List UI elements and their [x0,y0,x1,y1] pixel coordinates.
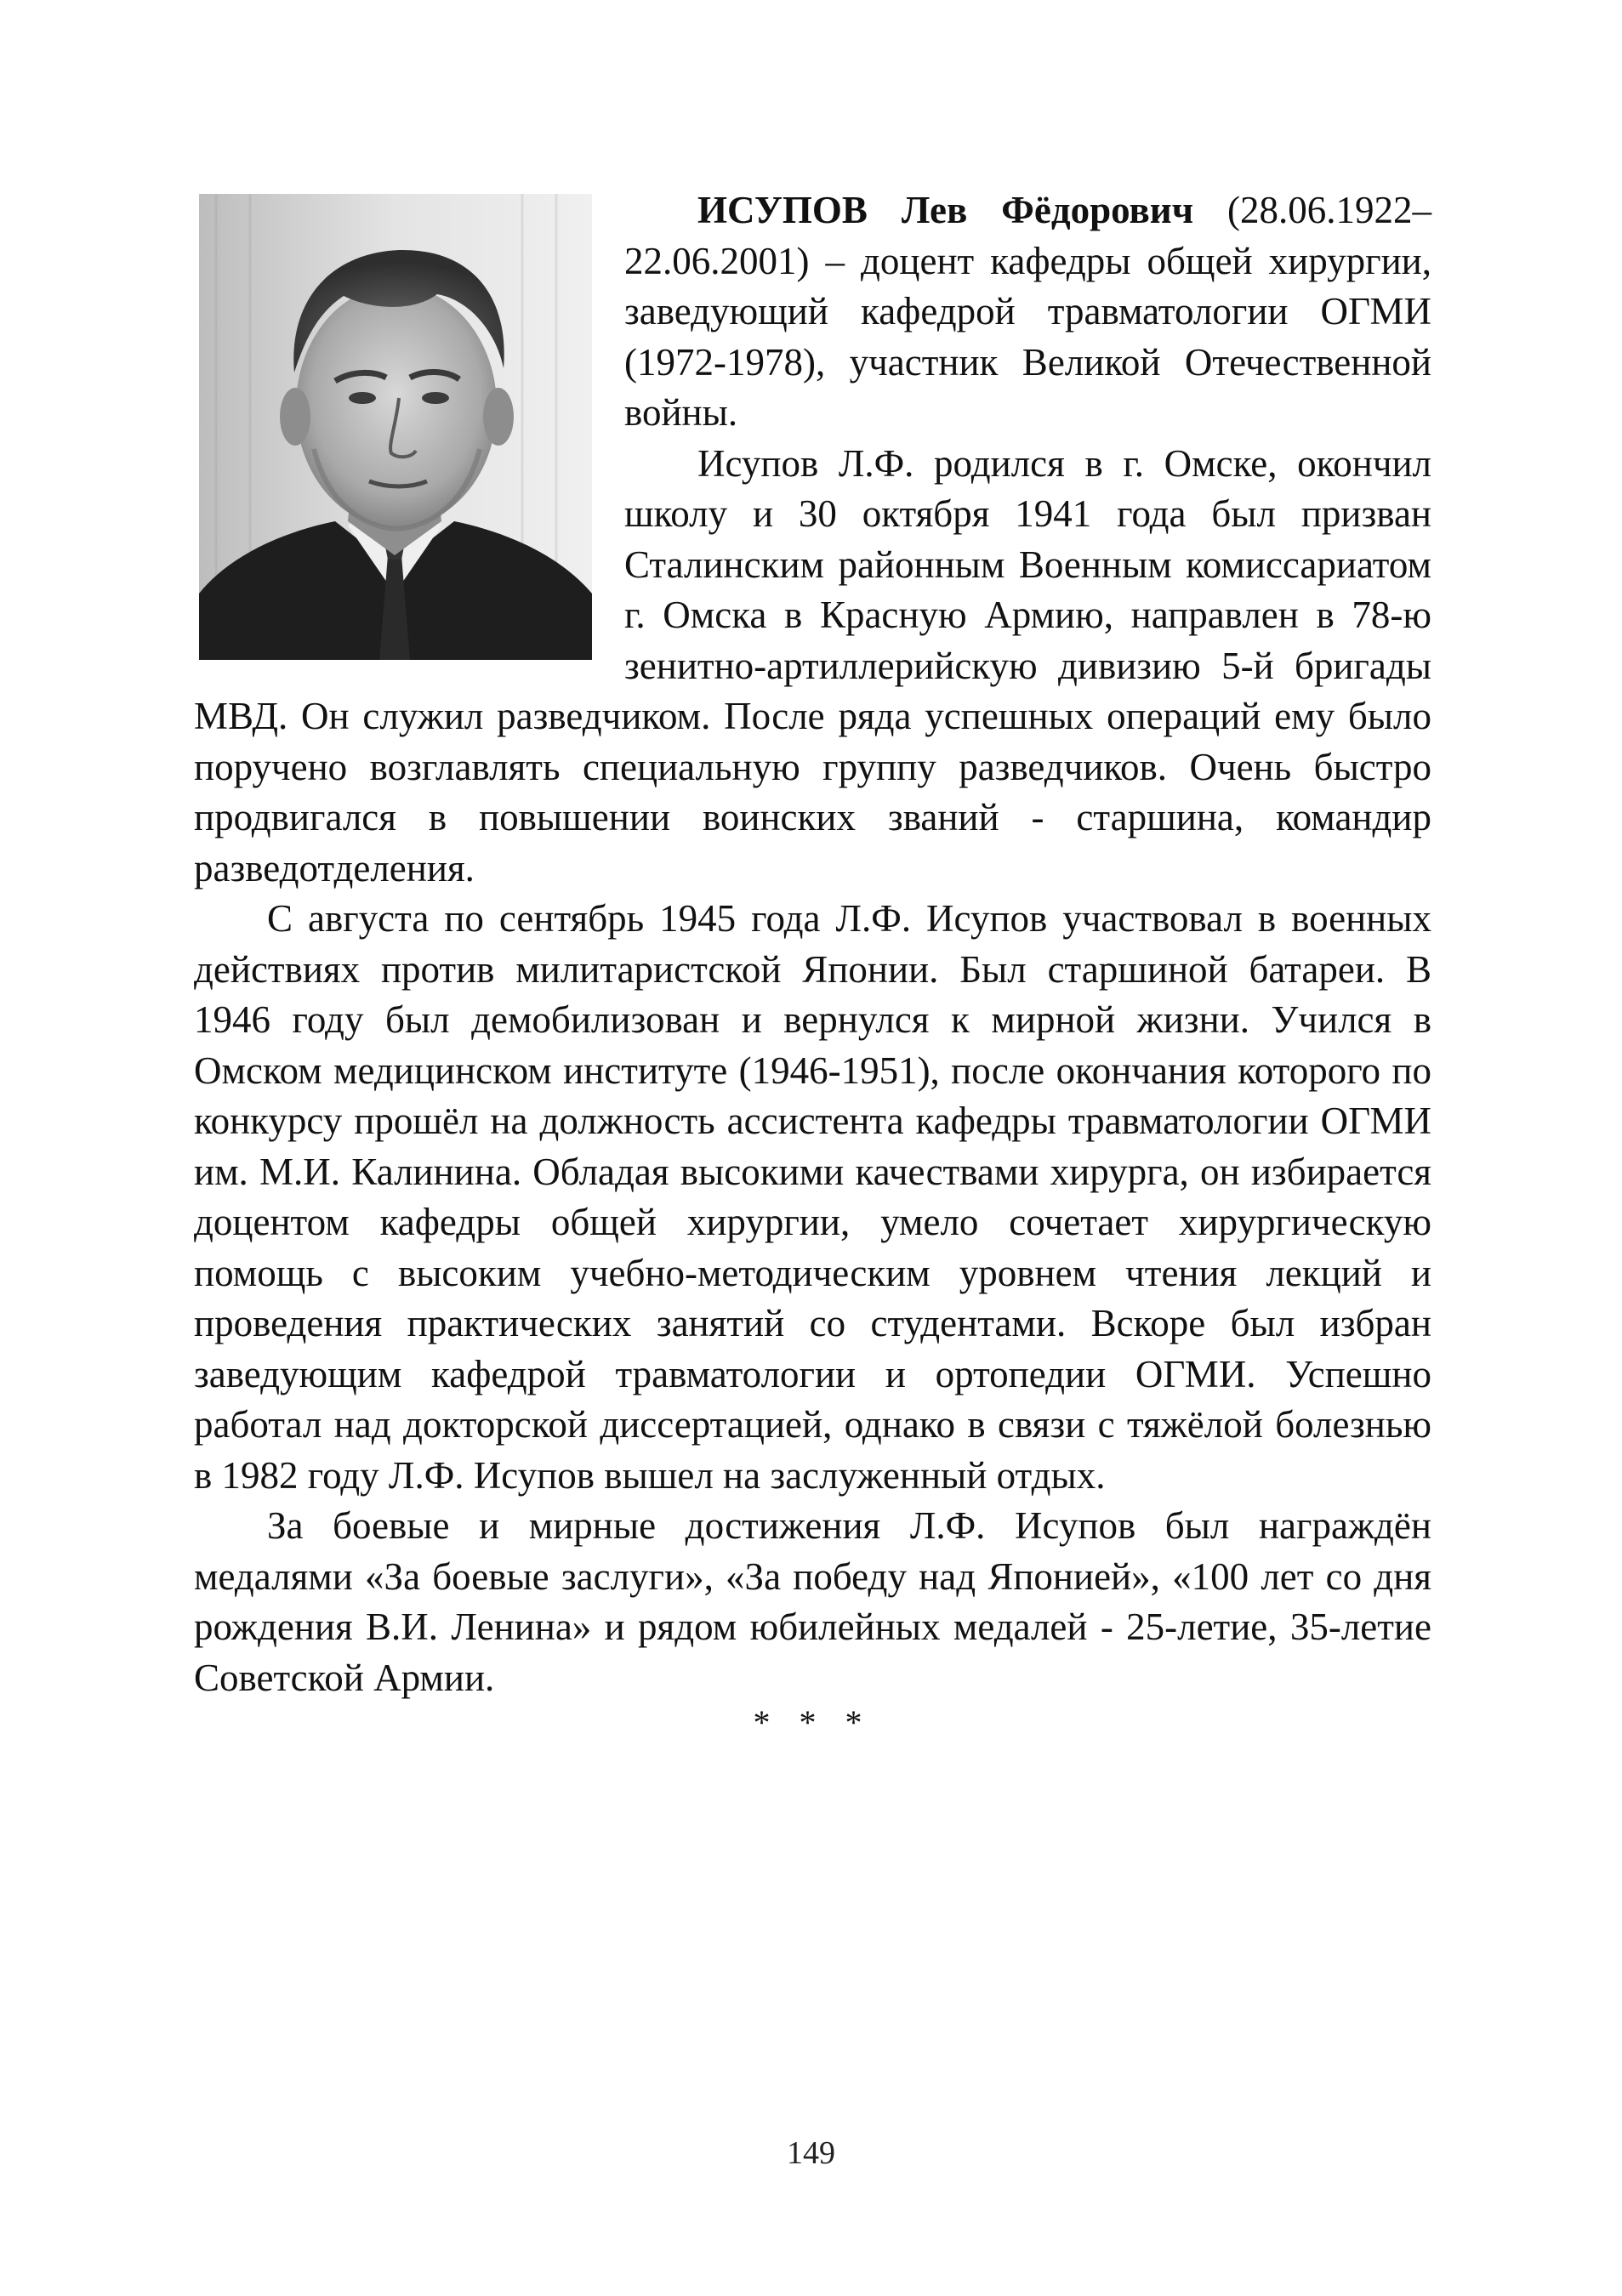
intro-text: (28.06.1922–22.06.2001) – доцент кафедры общей хирургии, заведующий кафедрой травматологии ОГМИ (1972-1978), участник Великой Отечественной войны. [624,189,1432,434]
body-paragraph-2: С августа по сентябрь 1945 года Л.Ф. Исупов участвовал в военных действиях против милитаристской Японии. Был старшиной батареи. В 1946 году был демобилизован и вернулся к мирной жизни. Учился в Омском медицинском институте (1946-1951), после окончания которого по конкурсу прошёл на должность ассистента кафедры травматологии ОГМИ им. М.И. Калинина. Обладая высокими качествами хирурга, он избирается доцентом кафедры общей хирургии, умело сочетает хирургическую помощь с высоким учебно-методическим уровнем чтения лекций и проведения практических занятий со студентами. Вскоре был избран заведующим кафедрой травматологии и ортопедии ОГМИ. Успешно работал над докторской диссертацией, однако в связи с тяжёлой болезнью в 1982 году Л.Ф. Исупов вышел на заслуженный отдых. [194,897,1431,1497]
portrait-image [199,194,592,660]
biography-page [194,185,1431,1742]
person-name: ИСУПОВ Лев Фёдорович [697,189,1194,231]
body-paragraph-1: Исупов Л.Ф. родился в г. Омске, окончил школу и 30 октября 1941 года был призван Сталинским районным Военным комиссариатом г. Омска в Красную Армию, направлен в 78-ю зенитно-артиллерийскую дивизию 5-й бригады МВД. Он служил разведчиком. После ряда успешных операций ему было поручено возглавлять специальную группу разведчиков. Очень быстро продвигался в повышении воинских званий - старшина, командир разведотделения. [194,441,1431,889]
page-number: 149 [787,2135,835,2171]
portrait-photo [199,194,592,660]
body-paragraph-3: За боевые и мирные достижения Л.Ф. Исупов был награждён медалями «За боевые заслуги», «За победу над Японией», «100 лет со дня рождения В.И. Ленина» и рядом юбилейных медалей - 25-летие, 35-летие Советской Армии. [194,1504,1431,1699]
section-divider: * * * [753,1703,873,1742]
